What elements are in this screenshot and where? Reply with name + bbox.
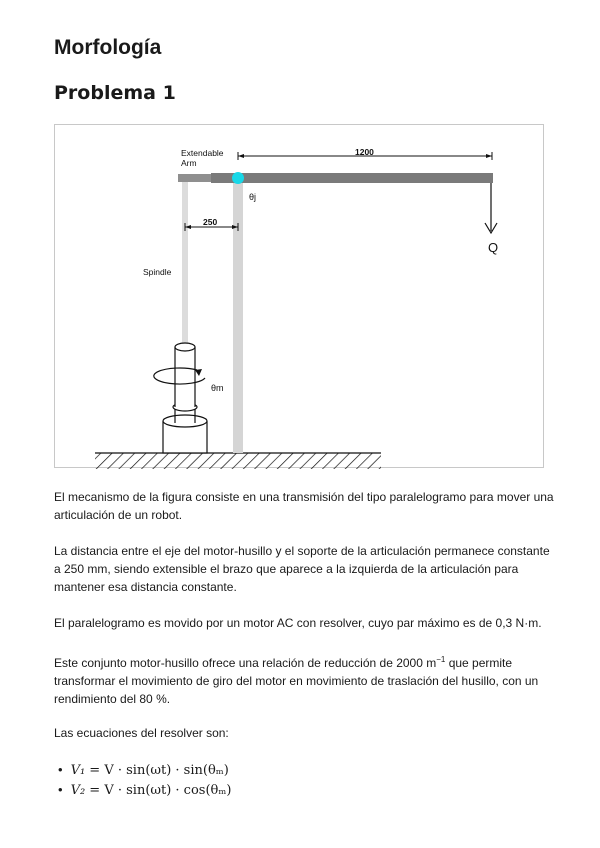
reduction-text-b: que permite transformar el movimiento de giro del motor en movimiento de traslación del husillo, con un rendimiento del 80 %.	[54, 656, 539, 706]
load-label: Q	[488, 240, 499, 255]
motor-housing-top	[163, 415, 207, 427]
rotation-arrow-head	[195, 369, 202, 376]
ground-hatching	[95, 453, 381, 469]
reduction-text-a: Este conjunto motor-husillo ofrece una relación de reducción de 2000 m	[54, 656, 437, 670]
extendable-arm-left	[178, 174, 214, 182]
equation-v2: • V₂ = V · sin(ωt) · cos(θₘ)	[58, 782, 232, 798]
problem-heading: Problema 1	[54, 82, 176, 104]
paragraph-motor: El paralelogramo es movido por un motor AC con resolver, cuyo par máximo es de 0,3 N·m.	[54, 616, 542, 630]
spindle-label: Spindle	[143, 267, 172, 277]
mechanism-diagram	[55, 125, 545, 469]
arm-label-line1: Extendable	[181, 148, 224, 158]
joint-angle-label: θj	[249, 192, 257, 202]
arm-label-line2: Arm	[181, 158, 197, 168]
paragraph-reduction	[54, 651, 554, 708]
mechanism-figure	[54, 124, 544, 468]
paragraph-distance: La distancia entre el eje del motor-husillo y el soporte de la articulación permanece constante a 250 mm, siendo extensible el brazo que aparece a la izquierda de la articulación para mantener esa distancia constante.	[54, 544, 550, 594]
reduction-exponent: −1	[436, 655, 446, 664]
motor-shaft	[175, 347, 195, 407]
joint-marker	[232, 172, 244, 184]
spindle-rod	[182, 181, 188, 347]
page-title: Morfología	[54, 36, 162, 59]
motor-shaft-top	[175, 343, 195, 351]
resolver-equations	[58, 760, 231, 800]
equation-v1: • V₁ = V · sin(ωt) · sin(θₘ)	[58, 762, 229, 778]
paragraph-mechanism: El mecanismo de la figura consiste en una transmisión del tipo paralelogramo para mover una articulación de un robot.	[54, 490, 554, 522]
dimension-250-label: 250	[203, 217, 218, 227]
joint-support	[233, 177, 243, 453]
arm	[211, 173, 493, 183]
dimension-1200-label: 1200	[355, 147, 374, 157]
motor-angle-label: θm	[211, 383, 224, 393]
paragraph-equations-intro: Las ecuaciones del resolver son:	[54, 726, 229, 740]
